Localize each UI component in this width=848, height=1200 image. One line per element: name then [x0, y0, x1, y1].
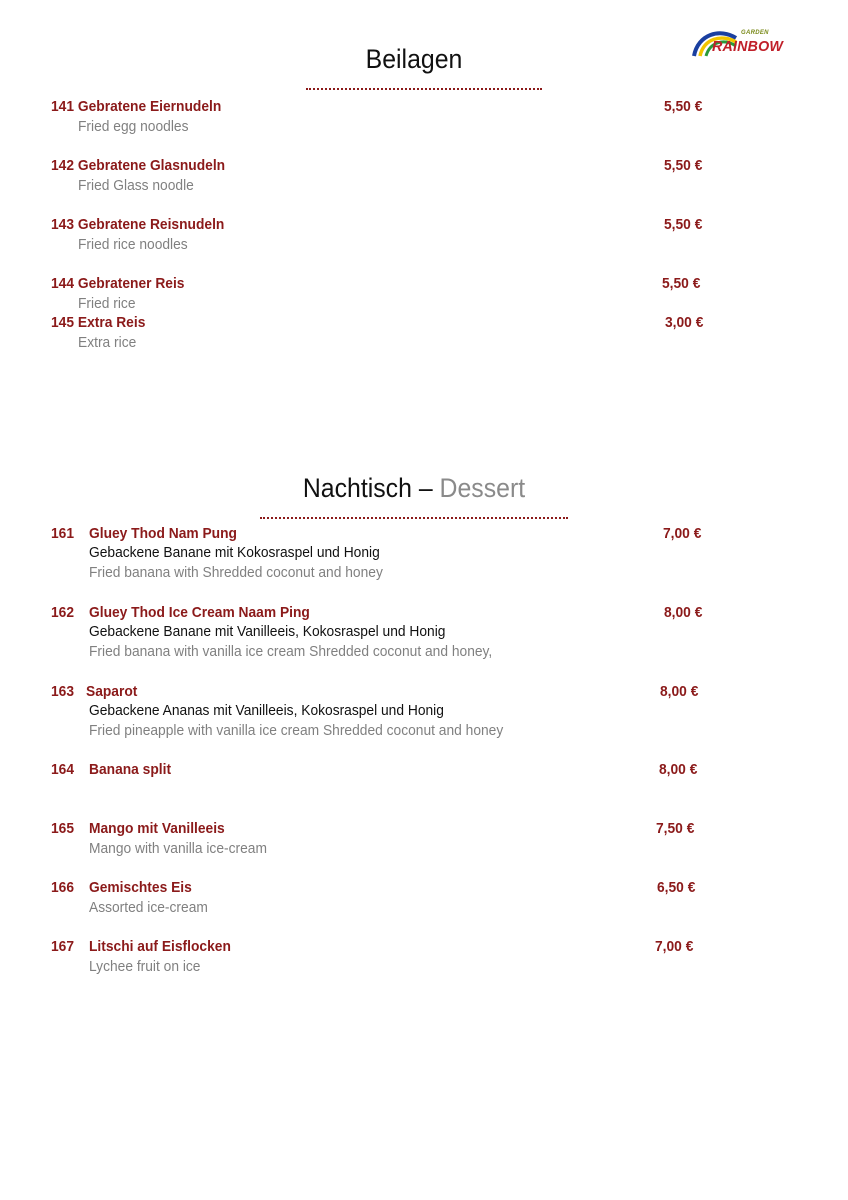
- menu-item-price: 5,50 €: [664, 216, 703, 233]
- logo-garden-text: GARDEN: [741, 30, 769, 36]
- menu-item-english: Fried rice: [78, 295, 136, 312]
- menu-item-number: 164: [51, 761, 75, 778]
- menu-item-name: Litschi auf Eisflocken: [89, 938, 231, 955]
- title-main: Nachtisch –: [302, 473, 440, 503]
- menu-item-name: 141 Gebratene Eiernudeln: [51, 98, 222, 115]
- menu-item-name: 142 Gebratene Glasnudeln: [51, 157, 226, 174]
- menu-item-number: 165: [51, 820, 75, 837]
- menu-item-price: 7,00 €: [655, 938, 694, 955]
- menu-item-german: Gebackene Ananas mit Vanilleeis, Kokosraspel und Honig: [89, 702, 444, 719]
- menu-item-name: Gemischtes Eis: [89, 879, 192, 896]
- title-divider: [306, 88, 542, 90]
- menu-item-number: 167: [51, 938, 75, 955]
- menu-item-english: Extra rice: [78, 334, 137, 351]
- menu-item-english: Mango with vanilla ice-cream: [89, 840, 267, 857]
- menu-item-english: Fried egg noodles: [78, 118, 189, 135]
- menu-item-price: 8,00 €: [659, 761, 698, 778]
- menu-item-price: 5,50 €: [664, 98, 703, 115]
- menu-item-number: 163: [51, 683, 75, 700]
- menu-item-english: Fried Glass noodle: [78, 177, 194, 194]
- menu-item-price: 5,50 €: [664, 157, 703, 174]
- menu-item-name: 145 Extra Reis: [51, 314, 146, 331]
- menu-item-number: 166: [51, 879, 75, 896]
- menu-item-english: Fried banana with Shredded coconut and honey: [89, 564, 383, 581]
- logo-rainbow-text: RAINBOW: [712, 38, 783, 55]
- section-title-dessert: [33, 473, 795, 504]
- title-sub: Dessert: [439, 473, 526, 503]
- menu-item-number: 161: [51, 525, 75, 542]
- menu-item-name: Banana split: [89, 761, 172, 778]
- menu-item-price: 7,50 €: [656, 820, 695, 837]
- menu-item-german: Gebackene Banane mit Kokosraspel und Honig: [89, 544, 380, 561]
- menu-item-english: Lychee fruit on ice: [89, 958, 201, 975]
- menu-item-price: 5,50 €: [662, 275, 701, 292]
- menu-item-price: 8,00 €: [660, 683, 699, 700]
- menu-item-english: Assorted ice-cream: [89, 899, 208, 916]
- menu-item-name: Mango mit Vanilleeis: [89, 820, 225, 837]
- menu-item-german: Gebackene Banane mit Vanilleeis, Kokosraspel und Honig: [89, 623, 446, 640]
- menu-item-english: Fried rice noodles: [78, 236, 188, 253]
- menu-item-price: 8,00 €: [664, 604, 703, 621]
- menu-item-name: Gluey Thod Nam Pung: [89, 525, 237, 542]
- menu-item-name: 144 Gebratener Reis: [51, 275, 185, 292]
- menu-item-english: Fried banana with vanilla ice cream Shredded coconut and honey,: [89, 643, 493, 660]
- menu-item-english: Fried pineapple with vanilla ice cream Shredded coconut and honey: [89, 722, 504, 739]
- section-title-beilagen: Beilagen: [365, 44, 463, 74]
- menu-item-price: 3,00 €: [665, 314, 704, 331]
- title-divider: [260, 517, 568, 519]
- menu-item-name: Gluey Thod Ice Cream Naam Ping: [89, 604, 310, 621]
- menu-item-name: 143 Gebratene Reisnudeln: [51, 216, 225, 233]
- menu-item-price: 7,00 €: [663, 525, 702, 542]
- menu-item-name: Saparot: [86, 683, 138, 700]
- menu-item-number: 162: [51, 604, 75, 621]
- menu-item-price: 6,50 €: [657, 879, 696, 896]
